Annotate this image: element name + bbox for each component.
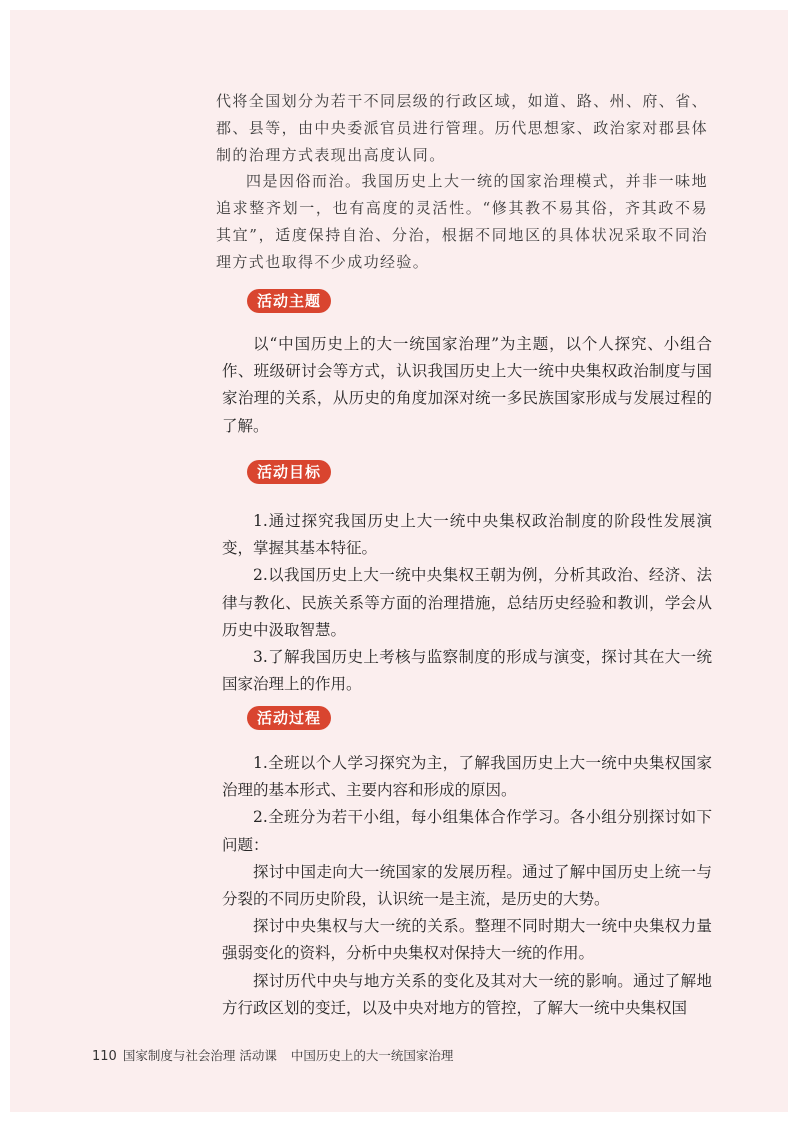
section-heading-activity-goals: 活动目标 xyxy=(247,460,331,484)
intro-paragraph: 四是因俗而治。我国历史上大一统的国家治理模式，并非一味地追求整齐划一，也有高度的灵活性。“修其教不易其俗，齐其政不易其宜”，适度保持自治、分治，根据不同地区的具体状况采取不同治理方式也取得不少成功经验。 xyxy=(216,172,708,271)
section-activity-theme xyxy=(222,331,712,440)
section-heading-activity-theme: 活动主题 xyxy=(247,289,331,313)
section-paragraph: 2.全班分为若干小组，每小组集体合作学习。各小组分别探讨如下问题： xyxy=(222,808,712,854)
section-paragraph: 以“中国历史上的大一统国家治理”为主题，以个人探究、小组合作、班级研讨会等方式，认识我国历史上大一统中央集权政治制度与国家治理的关系，从历史的角度加深对统一多民族国家形成与发展过程的了解。 xyxy=(222,335,712,435)
intro-text xyxy=(216,88,708,276)
section-activity-process xyxy=(222,750,712,1022)
section-paragraph: 1.全班以个人学习探究为主，了解我国历史上大一统中央集权国家治理的基本形式、主要内容和形成的原因。 xyxy=(222,754,712,800)
section-activity-goals xyxy=(222,508,712,698)
section-paragraph: 探讨中国走向大一统国家的发展历程。通过了解中国历史上统一与分裂的不同历史阶段，认识统一是主流，是历史的大势。 xyxy=(222,862,712,909)
page-footer xyxy=(92,1046,453,1064)
lesson-type: 活动课 xyxy=(239,1048,277,1063)
section-paragraph: 3.了解我国历史上考核与监察制度的形成与演变，探讨其在大一统国家治理上的作用。 xyxy=(222,648,712,694)
lesson-title: 中国历史上的大一统国家治理 xyxy=(290,1048,454,1063)
section-paragraph: 2.以我国历史上大一统中央集权王朝为例，分析其政治、经济、法律与教化、民族关系等方面的治理措施，总结历史经验和教训，学会从历史中汲取智慧。 xyxy=(222,566,712,639)
page-number: 110 xyxy=(92,1049,117,1064)
textbook-page xyxy=(10,10,788,1112)
section-paragraph: 探讨中央集权与大一统的关系。整理不同时期大一统中央集权力量强弱变化的资料，分析中央集权对保持大一统的作用。 xyxy=(222,917,712,963)
section-heading-activity-process: 活动过程 xyxy=(247,706,331,730)
book-title: 国家制度与社会治理 xyxy=(122,1048,236,1063)
section-paragraph: 1.通过探究我国历史上大一统中央集权政治制度的阶段性发展演变，掌握其基本特征。 xyxy=(222,512,712,558)
section-paragraph: 探讨历代中央与地方关系的变化及其对大一统的影响。通过了解地方行政区划的变迁，以及中央对地方的管控，了解大一统中央集权国 xyxy=(222,971,712,1017)
intro-paragraph: 代将全国划分为若干不同层级的行政区域，如道、路、州、府、省、郡、县等，由中央委派官员进行管理。历代思想家、政治家对郡县体制的治理方式表现出高度认同。 xyxy=(216,92,709,164)
